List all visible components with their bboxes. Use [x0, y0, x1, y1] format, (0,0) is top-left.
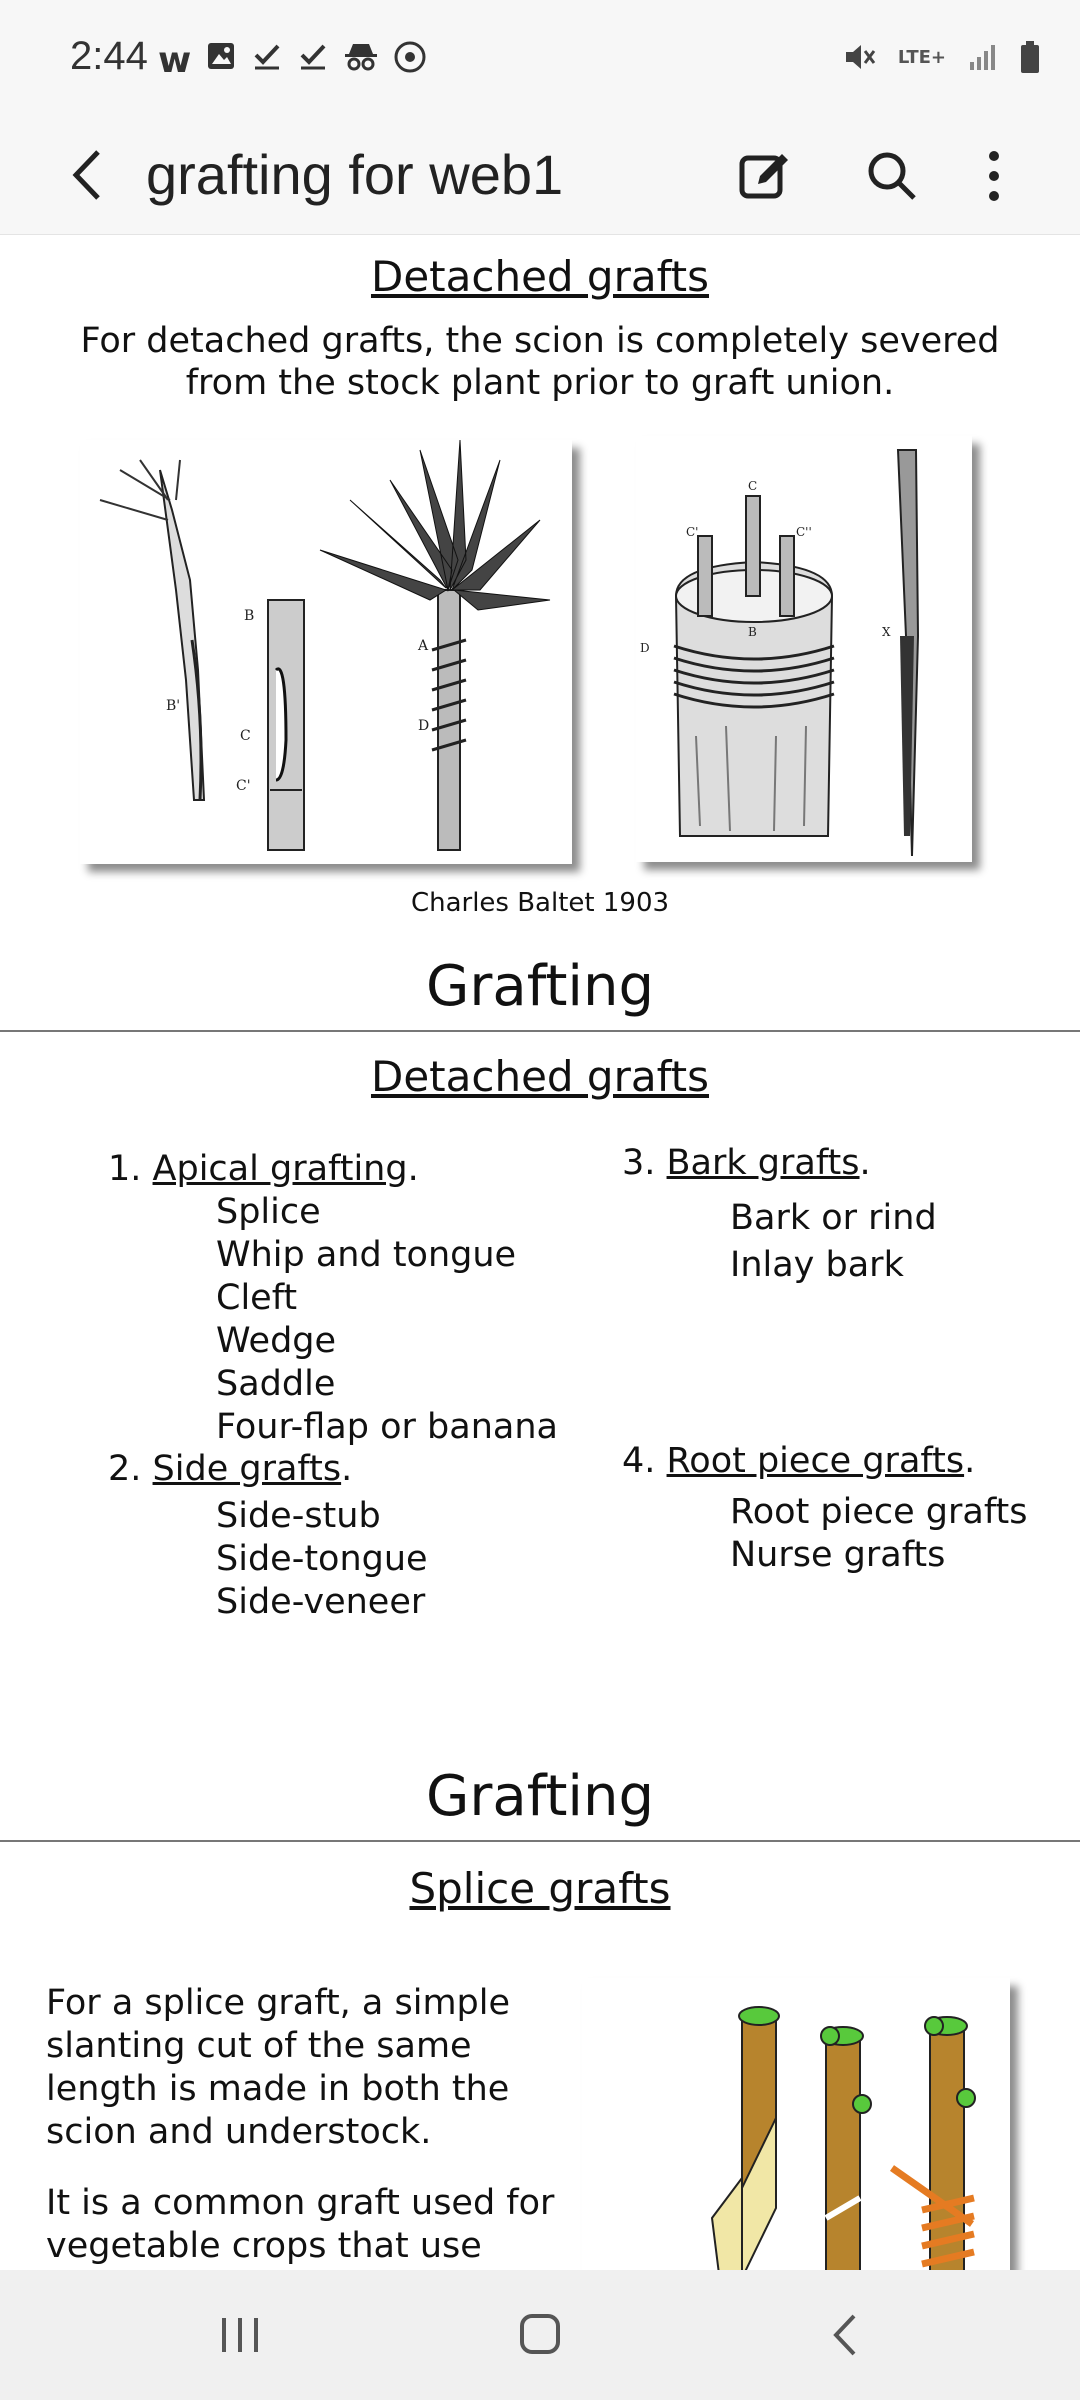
back-button[interactable] — [58, 140, 118, 210]
slide2-title: Grafting — [425, 954, 655, 1019]
notification-icons — [158, 40, 427, 81]
document-title: grafting for web1 — [146, 143, 564, 206]
group-number: 1. — [108, 1149, 142, 1189]
slide-divider — [0, 1030, 1080, 1032]
fig1-label-d: D — [418, 718, 430, 734]
splice-paragraph-2: It is a common graft used for vegetable crops that use — [46, 2183, 555, 2266]
group-number: 3. — [622, 1143, 656, 1183]
edit-icon — [736, 148, 792, 204]
fig1-label-b-prime: B' — [166, 698, 181, 714]
graft-group-bark — [622, 1142, 937, 1287]
slide-divider — [0, 1840, 1080, 1842]
app-bar — [0, 120, 1080, 235]
graft-group-title: 3. Bark grafts. — [622, 1143, 871, 1183]
fig2-label-c-prime: C' — [686, 525, 699, 539]
image-caption: Charles Baltet 1903 — [410, 888, 670, 918]
nav-back-button[interactable] — [806, 2300, 886, 2370]
fig2-label-c: C — [748, 479, 758, 493]
fig1-label-a: A — [418, 638, 429, 654]
back-icon — [806, 2300, 886, 2370]
group-label: Side grafts — [152, 1449, 342, 1489]
baltet-engraving-2 — [636, 436, 972, 862]
slide2-heading: Detached grafts — [370, 1052, 709, 1101]
gallery-icon — [205, 40, 237, 72]
home-icon — [500, 2300, 580, 2370]
more-options-button[interactable] — [956, 138, 1032, 214]
graft-group-side — [108, 1448, 428, 1624]
fig2-label-d: D — [640, 641, 650, 655]
search-button[interactable] — [854, 138, 930, 214]
battery-icon — [1020, 40, 1040, 74]
list-item: Side-stub — [216, 1496, 381, 1536]
signal-icon — [968, 42, 998, 72]
list-item: Whip and tongue — [216, 1235, 517, 1275]
edit-button[interactable] — [726, 138, 802, 214]
list-item: Inlay bark — [730, 1245, 904, 1285]
list-item: Side-tongue — [216, 1539, 428, 1579]
group-number: 2. — [108, 1449, 142, 1489]
graft-group-title: 4. Root piece grafts. — [622, 1441, 976, 1481]
list-item: Saddle — [216, 1364, 336, 1404]
record-icon — [393, 40, 427, 74]
group-label: Apical grafting — [152, 1149, 408, 1189]
recents-button[interactable] — [200, 2300, 280, 2370]
graft-group-title: 2. Side grafts. — [108, 1449, 353, 1489]
list-item: Four-flap or banana — [216, 1407, 558, 1447]
fig2-label-b: B — [748, 625, 757, 639]
w-app-icon: w — [158, 40, 192, 81]
graft-group-root — [622, 1440, 1028, 1577]
home-button[interactable] — [500, 2300, 580, 2370]
list-item: Root piece grafts — [730, 1492, 1028, 1532]
back-arrow-icon — [58, 140, 118, 210]
status-bar — [0, 0, 1080, 120]
fig1-label-c-prime: C' — [236, 778, 251, 794]
fig2-label-x: X — [882, 625, 891, 639]
slide1-body: For detached grafts, the scion is completely severed from the stock plant prior to graft union. — [80, 321, 1000, 403]
check-icon — [297, 40, 329, 72]
splice-graft-illustration — [582, 1978, 1010, 2270]
splice-paragraph-1: For a splice graft, a simple slanting cut of the same length is made in both the scion and understock. — [46, 1983, 511, 2152]
slide1-heading: Detached grafts — [370, 252, 709, 301]
recents-icon — [200, 2300, 280, 2370]
more-vert-icon — [984, 148, 1004, 204]
incognito-icon — [343, 40, 379, 72]
lte-icon: LTE+ — [897, 46, 946, 68]
baltet-engraving-1 — [80, 440, 572, 864]
list-item: Nurse grafts — [730, 1535, 946, 1575]
search-icon — [864, 148, 920, 204]
list-item: Cleft — [216, 1278, 298, 1318]
graft-group-apical — [108, 1148, 558, 1449]
fig1-label-b: B — [244, 608, 255, 624]
list-item: Bark or rind — [730, 1198, 937, 1238]
check-icon — [251, 40, 283, 72]
fig2-label-c-double: C'' — [796, 525, 812, 539]
group-label: Root piece grafts — [666, 1441, 965, 1481]
fig1-label-c: C — [240, 728, 251, 744]
navigation-bar — [0, 2270, 1080, 2400]
document-content[interactable] — [0, 234, 1080, 2270]
graft-group-title: 1. Apical grafting. — [108, 1149, 419, 1189]
status-time: 2:44 — [70, 34, 148, 78]
slide3-heading: Splice grafts — [409, 1864, 671, 1913]
list-item: Side-veneer — [216, 1582, 426, 1622]
slide3-title: Grafting — [425, 1764, 655, 1829]
group-label: Bark grafts — [666, 1143, 860, 1183]
list-item: Splice — [216, 1192, 321, 1232]
mute-icon — [842, 40, 876, 74]
system-icons — [842, 40, 1040, 74]
group-number: 4. — [622, 1441, 656, 1481]
list-item: Wedge — [216, 1321, 337, 1361]
